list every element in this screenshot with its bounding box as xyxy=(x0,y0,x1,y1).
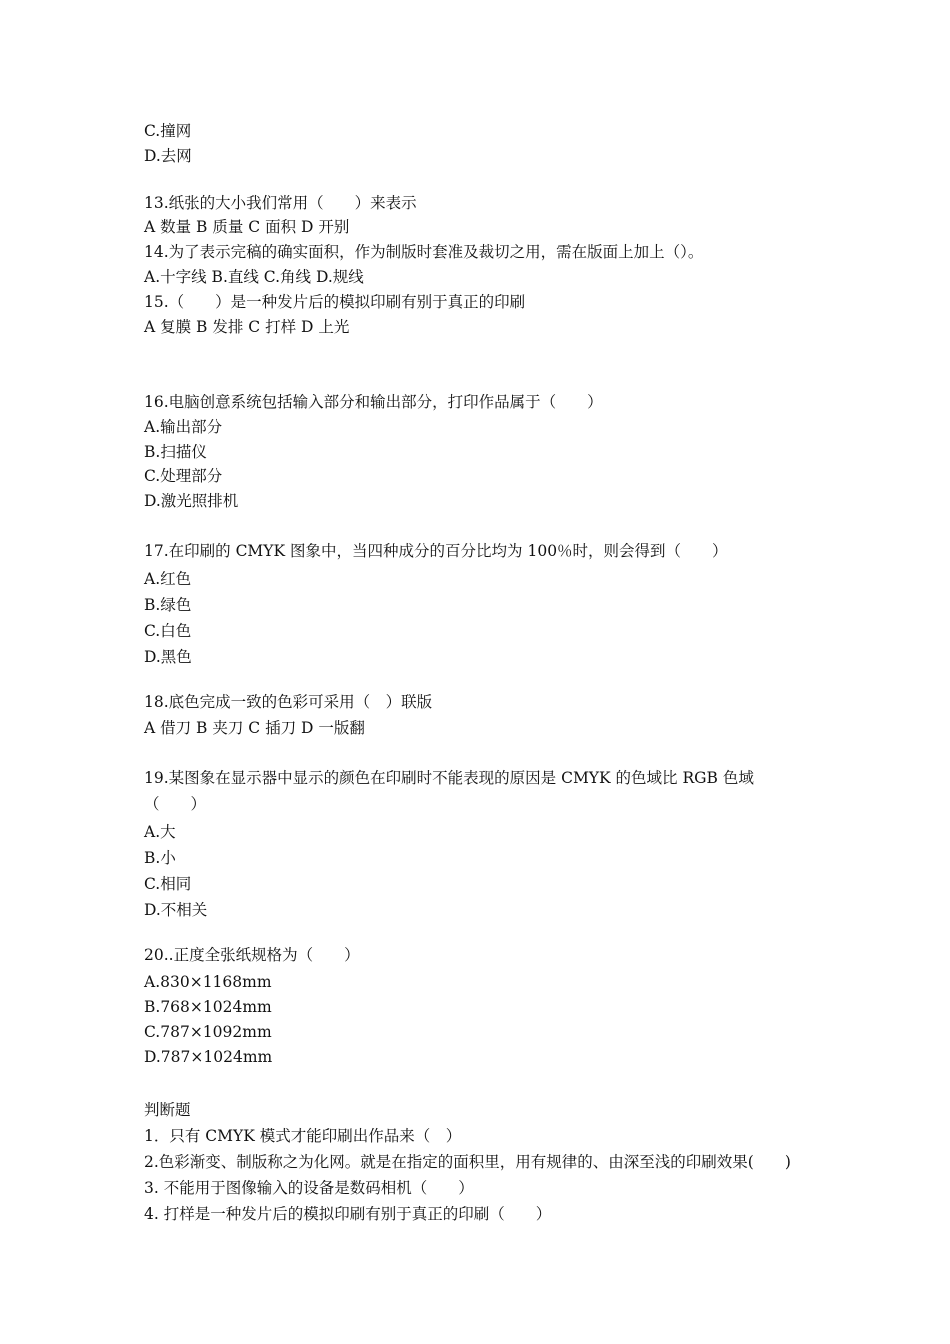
question-19: 19.某图象在显示器中显示的颜色在印刷时不能表现的原因是 CMYK 的色域比 RGB 色域 xyxy=(144,769,754,787)
option-c-20: C.787×1092mm xyxy=(144,1023,272,1041)
option-b-17: B.绿色 xyxy=(144,596,192,614)
option-a-17: A.红色 xyxy=(144,570,192,588)
question-19-blank: （ ） xyxy=(144,795,207,813)
option-d-12: D.去网 xyxy=(144,147,192,165)
tf-question-2: 2.色彩渐变、制版称之为化网。就是在指定的面积里，用有规律的、由深至浅的印刷效果( ) xyxy=(144,1153,791,1171)
question-13: 13.纸张的大小我们常用（ ）来表示 xyxy=(144,194,417,212)
section-title-true-false: 判断题 xyxy=(144,1101,191,1119)
option-b-19: B.小 xyxy=(144,849,176,867)
question-17: 17.在印刷的 CMYK 图象中，当四种成分的百分比均为 100％时，则会得到（ ） xyxy=(144,542,728,560)
options-14: A.十字线 B.直线 C.角线 D.规线 xyxy=(144,268,364,286)
tf-question-3: 3. 不能用于图像输入的设备是数码相机（ ） xyxy=(144,1179,474,1197)
option-a-20: A.830×1168mm xyxy=(144,973,272,991)
question-14: 14.为了表示完稿的确实面积，作为制版时套准及裁切之用，需在版面上加上（）。 xyxy=(144,243,704,261)
options-13: A 数量 B 质量 C 面积 D 开别 xyxy=(144,218,350,236)
option-c-17: C.白色 xyxy=(144,622,192,640)
question-15: 15.（ ）是一种发片后的模拟印刷有别于真正的印刷 xyxy=(144,293,526,311)
option-c-16: C.处理部分 xyxy=(144,467,223,485)
option-b-16: B.扫描仪 xyxy=(144,443,207,461)
tf-question-1: 1．只有 CMYK 模式才能印刷出作品来（ ） xyxy=(144,1127,462,1145)
tf-question-4: 4. 打样是一种发片后的模拟印刷有别于真正的印刷（ ） xyxy=(144,1205,552,1223)
option-d-16: D.激光照排机 xyxy=(144,492,239,510)
option-c-19: C.相同 xyxy=(144,875,192,893)
options-15: A 复膜 B 发排 C 打样 D 上光 xyxy=(144,318,350,336)
options-18: A 借刀 B 夹刀 C 插刀 D 一版翻 xyxy=(144,719,365,737)
option-a-19: A.大 xyxy=(144,823,176,841)
option-a-16: A.输出部分 xyxy=(144,418,223,436)
option-c-12: C.撞网 xyxy=(144,122,192,140)
question-20: 20..正度全张纸规格为（ ） xyxy=(144,946,360,964)
question-16: 16.电脑创意系统包括输入部分和输出部分，打印作品属于（ ） xyxy=(144,393,603,411)
option-d-19: D.不相关 xyxy=(144,901,208,919)
question-18: 18.底色完成一致的色彩可采用（ ）联版 xyxy=(144,693,433,711)
option-d-17: D.黑色 xyxy=(144,648,192,666)
option-d-20: D.787×1024mm xyxy=(144,1048,273,1066)
option-b-20: B.768×1024mm xyxy=(144,998,272,1016)
